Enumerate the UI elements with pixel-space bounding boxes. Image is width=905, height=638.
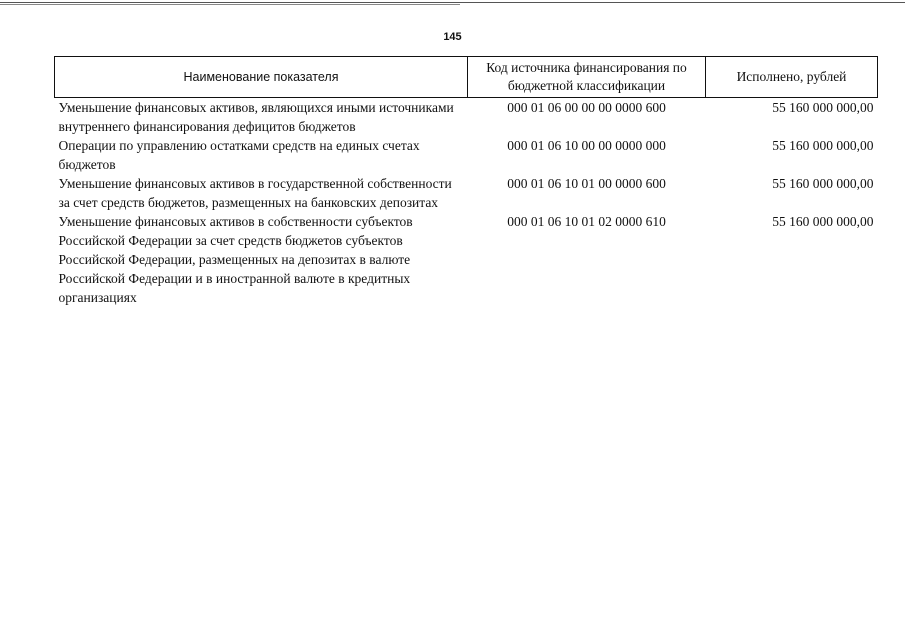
row-indicator-name: Уменьшение финансовых активов, являющихся иными источниками внутреннего финансирования дефицитов бюджетов [58, 100, 454, 134]
table-row [55, 212, 878, 307]
row-classification-code: 000 01 06 10 00 00 0000 000 [507, 138, 666, 153]
row-indicator-name: Операции по управлению остатками средств на единых счетах бюджетов [58, 138, 420, 172]
table-row [55, 174, 878, 212]
financing-sources-table [54, 56, 878, 307]
row-classification-code: 000 01 06 10 01 00 0000 600 [507, 176, 666, 191]
column-header-indicator-name: Наименование показателя [55, 57, 468, 98]
page-top-border-secondary [0, 4, 460, 5]
row-indicator-name: Уменьшение финансовых активов в собственности субъектов Российской Федерации за счет средств бюджетов субъектов Российской Федерации, размещенных на депозитах в валюте Российской Федерации и в иностранной валюте в кредитных организациях [58, 214, 413, 305]
row-executed-amount: 55 160 000 000,00 [772, 176, 874, 191]
page-number: 145 [443, 31, 462, 43]
column-header-executed-amount: Исполнено, рублей [706, 57, 878, 98]
table-header-row [55, 57, 878, 98]
page-top-border [0, 2, 905, 3]
table-row [55, 98, 878, 137]
table-row [55, 136, 878, 174]
row-classification-code: 000 01 06 00 00 00 0000 600 [507, 100, 666, 115]
row-indicator-name: Уменьшение финансовых активов в государственной собственности за счет средств бюджетов, размещенных на банковских депозитах [58, 176, 452, 210]
row-executed-amount: 55 160 000 000,00 [772, 138, 874, 153]
row-executed-amount: 55 160 000 000,00 [772, 214, 874, 229]
row-classification-code: 000 01 06 10 01 02 0000 610 [507, 214, 666, 229]
column-header-classification-code: Код источника финансирования по бюджетной классификации [468, 57, 706, 98]
row-executed-amount: 55 160 000 000,00 [772, 100, 874, 115]
